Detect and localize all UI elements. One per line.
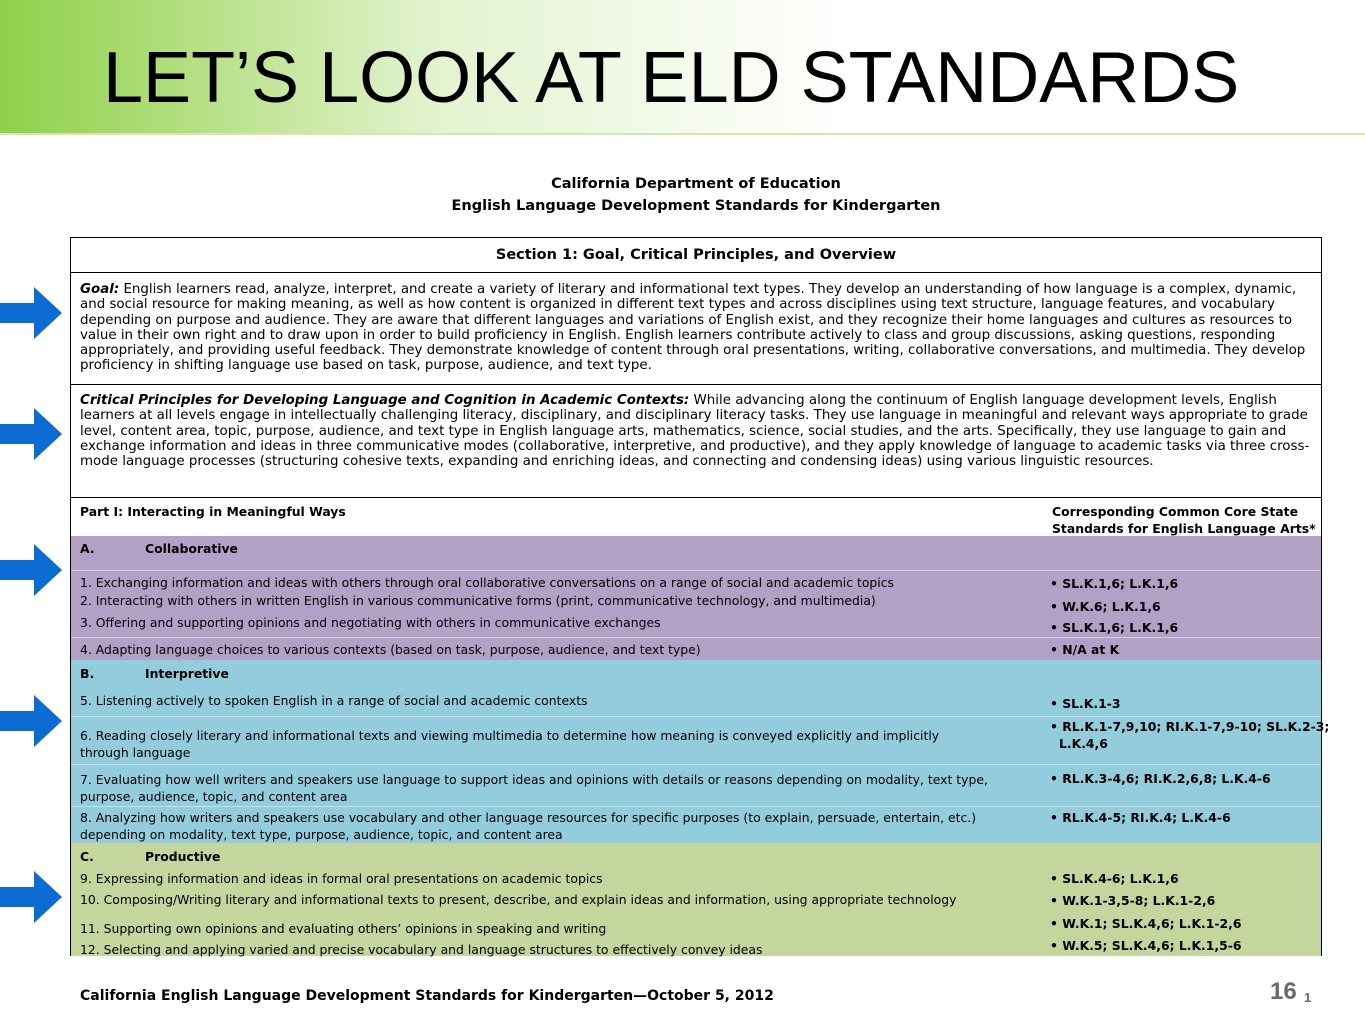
interpretive-section [71, 660, 1330, 843]
section-name: Collaborative [145, 541, 238, 556]
standard-item-cont: through language [80, 745, 191, 760]
ccss-header-line-2: Standards for English Language Arts* [1052, 521, 1316, 536]
slide-title: LET’S LOOK AT ELD STANDARDS [103, 38, 1240, 118]
doc-subtitle: English Language Development Standards for Kindergarten [451, 198, 941, 214]
goal-text: English learners read, analyze, interpret, and create a variety of literary and informational text types. They develop an understanding of how language is a complex, dynamic, and social resource for making meaning, as well as how content is organized in different text types and across disciplines using text structure, language features, and vocabulary depending on purpose and audience. They are aware that different languages and variations of English exist, and they recognize their home languages and cultures as resources to value in their own right and to draw upon in order to build proficiency in English. English learners contribute actively to class and group discussions, asking questions, responding appropriately, and providing useful feedback. They demonstrate knowledge of content through oral presentations, writing, collaborative conversations, and multimedia. They develop proficiency in shifting language use based on task, purpose, audience, and text type. [80, 282, 1306, 374]
ccss-ref: • W.K.6; L.K.1,6 [1050, 599, 1161, 614]
section-name: Productive [145, 849, 221, 864]
arrow-right-icon [0, 287, 62, 339]
page-number: 16 [1270, 978, 1297, 1005]
productive-section [71, 843, 1321, 956]
ccss-ref: • N/A at K [1050, 642, 1120, 657]
standard-item-cont: depending on modality, text type, purpose, audience, topic, and content area [80, 827, 563, 842]
ccss-ref: • W.K.1; SL.K.4,6; L.K.1-2,6 [1050, 916, 1242, 931]
ccss-ref-cont: L.K.4,6 [1059, 736, 1108, 751]
standard-item: 12. Selecting and applying varied and precise vocabulary and language structures to effectively convey ideas [80, 942, 763, 957]
standard-item: 9. Expressing information and ideas in formal oral presentations on academic topics [80, 871, 603, 886]
standard-item-cont: purpose, audience, topic, and content area [80, 789, 348, 804]
standard-item: 6. Reading closely literary and informational texts and viewing multimedia to determine how meaning is conveyed explicitly and implicitly [80, 728, 940, 743]
arrow-right-icon [0, 408, 62, 460]
arrow-right-icon [0, 544, 62, 596]
ccss-ref: • SL.K.1-3 [1050, 696, 1121, 711]
part-header [71, 498, 1321, 536]
row-divider [71, 764, 1321, 765]
goal-label: Goal: [80, 282, 120, 297]
doc-footer: California English Language Development Standards for Kindergarten—October 5, 2012 [80, 988, 774, 1004]
ccss-ref: • RL.K.1-7,9,10; RI.K.1-7,9-10; SL.K.2-3; [1050, 719, 1330, 734]
standard-item: 3. Offering and supporting opinions and negotiating with others in communicative exchanges [80, 615, 661, 630]
standard-item: 11. Supporting own opinions and evaluating others’ opinions in speaking and writing [80, 921, 607, 936]
standard-item: 7. Evaluating how well writers and speakers use language to support ideas and opinions with details or reasons depending on modality, text type, [80, 772, 988, 787]
ccss-ref: • SL.K.1,6; L.K.1,6 [1050, 620, 1179, 635]
standard-item: 10. Composing/Writing literary and informational texts to present, describe, and explain ideas and information, using appropriate technology [80, 892, 957, 907]
ccss-ref: • RL.K.3-4,6; RI.K.2,6,8; L.K.4-6 [1050, 771, 1271, 786]
part-title: Part I: Interacting in Meaningful Ways [80, 504, 346, 519]
section-name: Interpretive [145, 666, 229, 681]
standard-item: 8. Analyzing how writers and speakers use vocabulary and other language resources for specific purposes (to explain, persuade, entertain, etc.) [80, 810, 977, 825]
standard-item: 2. Interacting with others in written English in various communicative forms (print, communicative technology, and multimedia) [80, 593, 876, 608]
ccss-ref: • W.K.5; SL.K.4,6; L.K.1,5-6 [1050, 938, 1242, 953]
page-sub-number: 1 [1304, 990, 1312, 1005]
standard-item: 1. Exchanging information and ideas with others through oral collaborative conversations on a range of social and academic topics [80, 575, 895, 590]
arrow-right-icon [0, 695, 62, 747]
section-title: Section 1: Goal, Critical Principles, and Overview [71, 238, 1321, 273]
row-divider [71, 637, 1321, 638]
critical-text: While advancing along the continuum of English language development levels, English learners at all levels engage in intellectually challenging literacy, disciplinary, and disciplinary literacy tasks. They use language in meaningful and relevant ways appropriate to grade level, content area, topic, purpose, audience, and text type in English language arts, mathematics, science, social studies, and the arts. Specifically, they use language to gain and exchange information and ideas in three communicative modes (collaborative, interpretive, and productive), and they apply knowledge of language to academic tasks via three cross-mode language processes (structuring cohesive texts, expanding and enriching ideas, and connecting and condensing ideas) using various linguistic resources. [80, 393, 1310, 470]
section-letter: A. [80, 541, 95, 556]
ccss-ref: • SL.K.1,6; L.K.1,6 [1050, 576, 1179, 591]
banner-divider [0, 133, 1365, 135]
standard-item: 4. Adapting language choices to various contexts (based on task, purpose, audience, and text type) [80, 642, 701, 657]
ccss-ref: • W.K.1-3,5-8; L.K.1-2,6 [1050, 893, 1216, 908]
standard-item: 5. Listening actively to spoken English in a range of social and academic contexts [80, 693, 588, 708]
row-divider [71, 570, 1321, 571]
collaborative-section [71, 536, 1321, 660]
section-letter: B. [80, 666, 95, 681]
standards-table [70, 237, 1330, 957]
ccss-ref: • RL.K.4-5; RI.K.4; L.K.4-6 [1050, 810, 1231, 825]
critical-principles-paragraph [71, 385, 1321, 498]
arrow-right-icon [0, 871, 62, 923]
critical-label: Critical Principles for Developing Language and Cognition in Academic Contexts: [80, 393, 690, 408]
row-divider [71, 806, 1321, 807]
row-divider [71, 716, 1321, 717]
doc-org: California Department of Education [551, 176, 841, 192]
ccss-header-line-1: Corresponding Common Core State [1052, 504, 1298, 519]
goal-paragraph [71, 273, 1321, 385]
section-letter: C. [80, 849, 94, 864]
ccss-ref: • SL.K.4-6; L.K.1,6 [1050, 871, 1179, 886]
